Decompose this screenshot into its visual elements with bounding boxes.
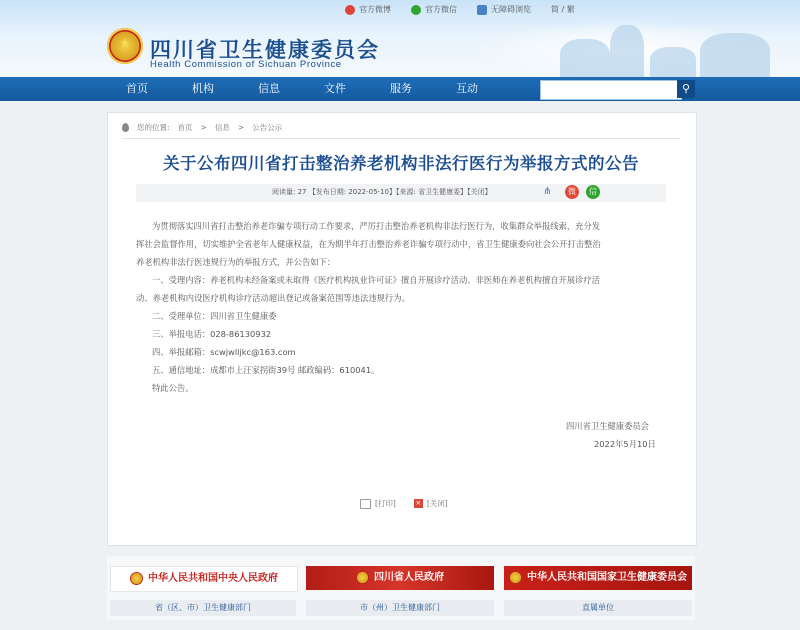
article-paragraph: 动、养老机构内设医疗机构诊疗活动超出登记或备案范围等违法违规行为。 (136, 293, 410, 303)
article-actions (360, 498, 448, 509)
signature-org: 四川省卫生健康委员会 (566, 421, 649, 431)
article-paragraph: 特此公告。 (152, 383, 194, 393)
footer-link-municipal[interactable]: 市（州）卫生健康部门 (306, 600, 494, 616)
article-paragraph: 二、受理单位：四川省卫生健康委 (152, 311, 277, 321)
language-toggle[interactable] (551, 4, 575, 15)
article-paragraph: 为贯彻落实四川省打击整治养老诈骗专项行动工作要求，严厉打击整治养老机构非法行医行为，收集群众举报线索，充分发 (152, 221, 601, 231)
divider (122, 138, 680, 139)
close-button[interactable] (414, 498, 448, 509)
print-label: [打印] (375, 499, 396, 508)
header-figure-decoration (700, 33, 770, 77)
nav-item-documents[interactable]: 文件 (324, 82, 346, 95)
banner-label: 中华人民共和国中央人民政府 (148, 573, 278, 584)
footer-link-provincial[interactable]: 省（区、市）卫生健康部门 (110, 600, 296, 616)
breadcrumb-separator: > (237, 123, 245, 132)
footer-link-affiliated[interactable]: 直属单位 (504, 600, 692, 616)
search-icon: ⚲ (681, 82, 691, 95)
weibo-icon (345, 5, 355, 15)
header-figure-decoration (650, 47, 696, 77)
nav-item-information[interactable]: 信息 (258, 82, 280, 95)
search-button[interactable] (677, 80, 695, 98)
accessibility-icon (477, 5, 487, 15)
site-subtitle: Health Commission of Sichuan Province (150, 59, 342, 70)
wechat-share-icon[interactable]: 信 (586, 185, 600, 199)
weibo-share-icon[interactable]: 微 (565, 185, 579, 199)
header-figure-decoration (610, 25, 644, 77)
print-button[interactable] (360, 498, 396, 509)
banner-label: 四川省人民政府 (374, 572, 444, 583)
banner-label: 中华人民共和国国家卫生健康委员会 (527, 572, 687, 583)
share-icon[interactable]: ⋔ (543, 186, 552, 197)
emblem-icon (356, 571, 369, 584)
weibo-link[interactable] (345, 4, 391, 15)
accessibility-link[interactable] (477, 4, 531, 15)
language-toggle-label: 简 / 繁 (551, 5, 575, 14)
emblem-icon (130, 572, 143, 585)
close-label: [关闭] (426, 499, 448, 508)
close-icon: × (415, 499, 422, 507)
wechat-link-label: 官方微信 (425, 5, 457, 14)
breadcrumb (122, 122, 282, 133)
accessibility-link-label: 无障碍浏览 (491, 5, 531, 14)
weibo-link-label: 官方微博 (359, 5, 391, 14)
article-paragraph: 养老机构非法行医违规行为的举报方式，并公告如下： (136, 257, 336, 267)
article-title: 关于公布四川省打击整治养老机构非法行医行为举报方式的公告 (163, 154, 639, 173)
nav-item-institutions[interactable]: 机构 (192, 82, 214, 95)
wechat-link[interactable] (411, 4, 457, 15)
breadcrumb-separator: > (200, 123, 207, 132)
breadcrumb-home[interactable]: 首页 (177, 123, 193, 132)
breadcrumb-prefix: 您的位置: (137, 123, 170, 132)
national-health-commission-banner[interactable] (504, 566, 692, 590)
breadcrumb-announcements[interactable]: 公告公示 (252, 123, 283, 132)
article-paragraph: 三、举报电话：028-86130932 (152, 329, 272, 339)
printer-icon (360, 499, 371, 509)
nav-item-interaction[interactable]: 互动 (456, 82, 478, 95)
nav-item-services[interactable]: 服务 (390, 82, 412, 95)
article-paragraph: 四、举报邮箱：scwjwlljkc@163.com (152, 347, 296, 357)
breadcrumb-information[interactable]: 信息 (214, 123, 230, 132)
wechat-icon (411, 5, 421, 15)
location-pin-icon (122, 123, 129, 132)
emblem-icon (509, 571, 522, 584)
article-paragraph: 五、通信地址：成都市上汪家拐街39号 邮政编码：610041。 (152, 365, 380, 375)
nav-item-home[interactable]: 首页 (126, 82, 148, 95)
article-meta: 阅读量: 27 【发布日期: 2022-05-10】【来源: 省卫生健康委】【关闭】 (272, 188, 492, 196)
site-title: 四川省卫生健康委员会 (150, 38, 380, 62)
search-input[interactable] (540, 80, 682, 100)
article-paragraph: 挥社会监督作用，切实维护全省老年人健康权益，在为期半年打击整治养老诈骗专项行动中，省卫生健康委向社会公开打击整治 (136, 239, 601, 249)
header-figure-decoration (560, 39, 610, 77)
top-links (345, 4, 575, 15)
signature-date: 2022年5月10日 (594, 439, 656, 449)
sichuan-government-banner[interactable] (306, 566, 494, 590)
central-government-banner[interactable] (110, 566, 298, 592)
national-emblem-icon (107, 28, 143, 64)
article-paragraph: 一、受理内容：养老机构未经备案或未取得《医疗机构执业许可证》擅自开展诊疗活动、非医师在养老机构擅自开展诊疗活 (152, 275, 601, 285)
